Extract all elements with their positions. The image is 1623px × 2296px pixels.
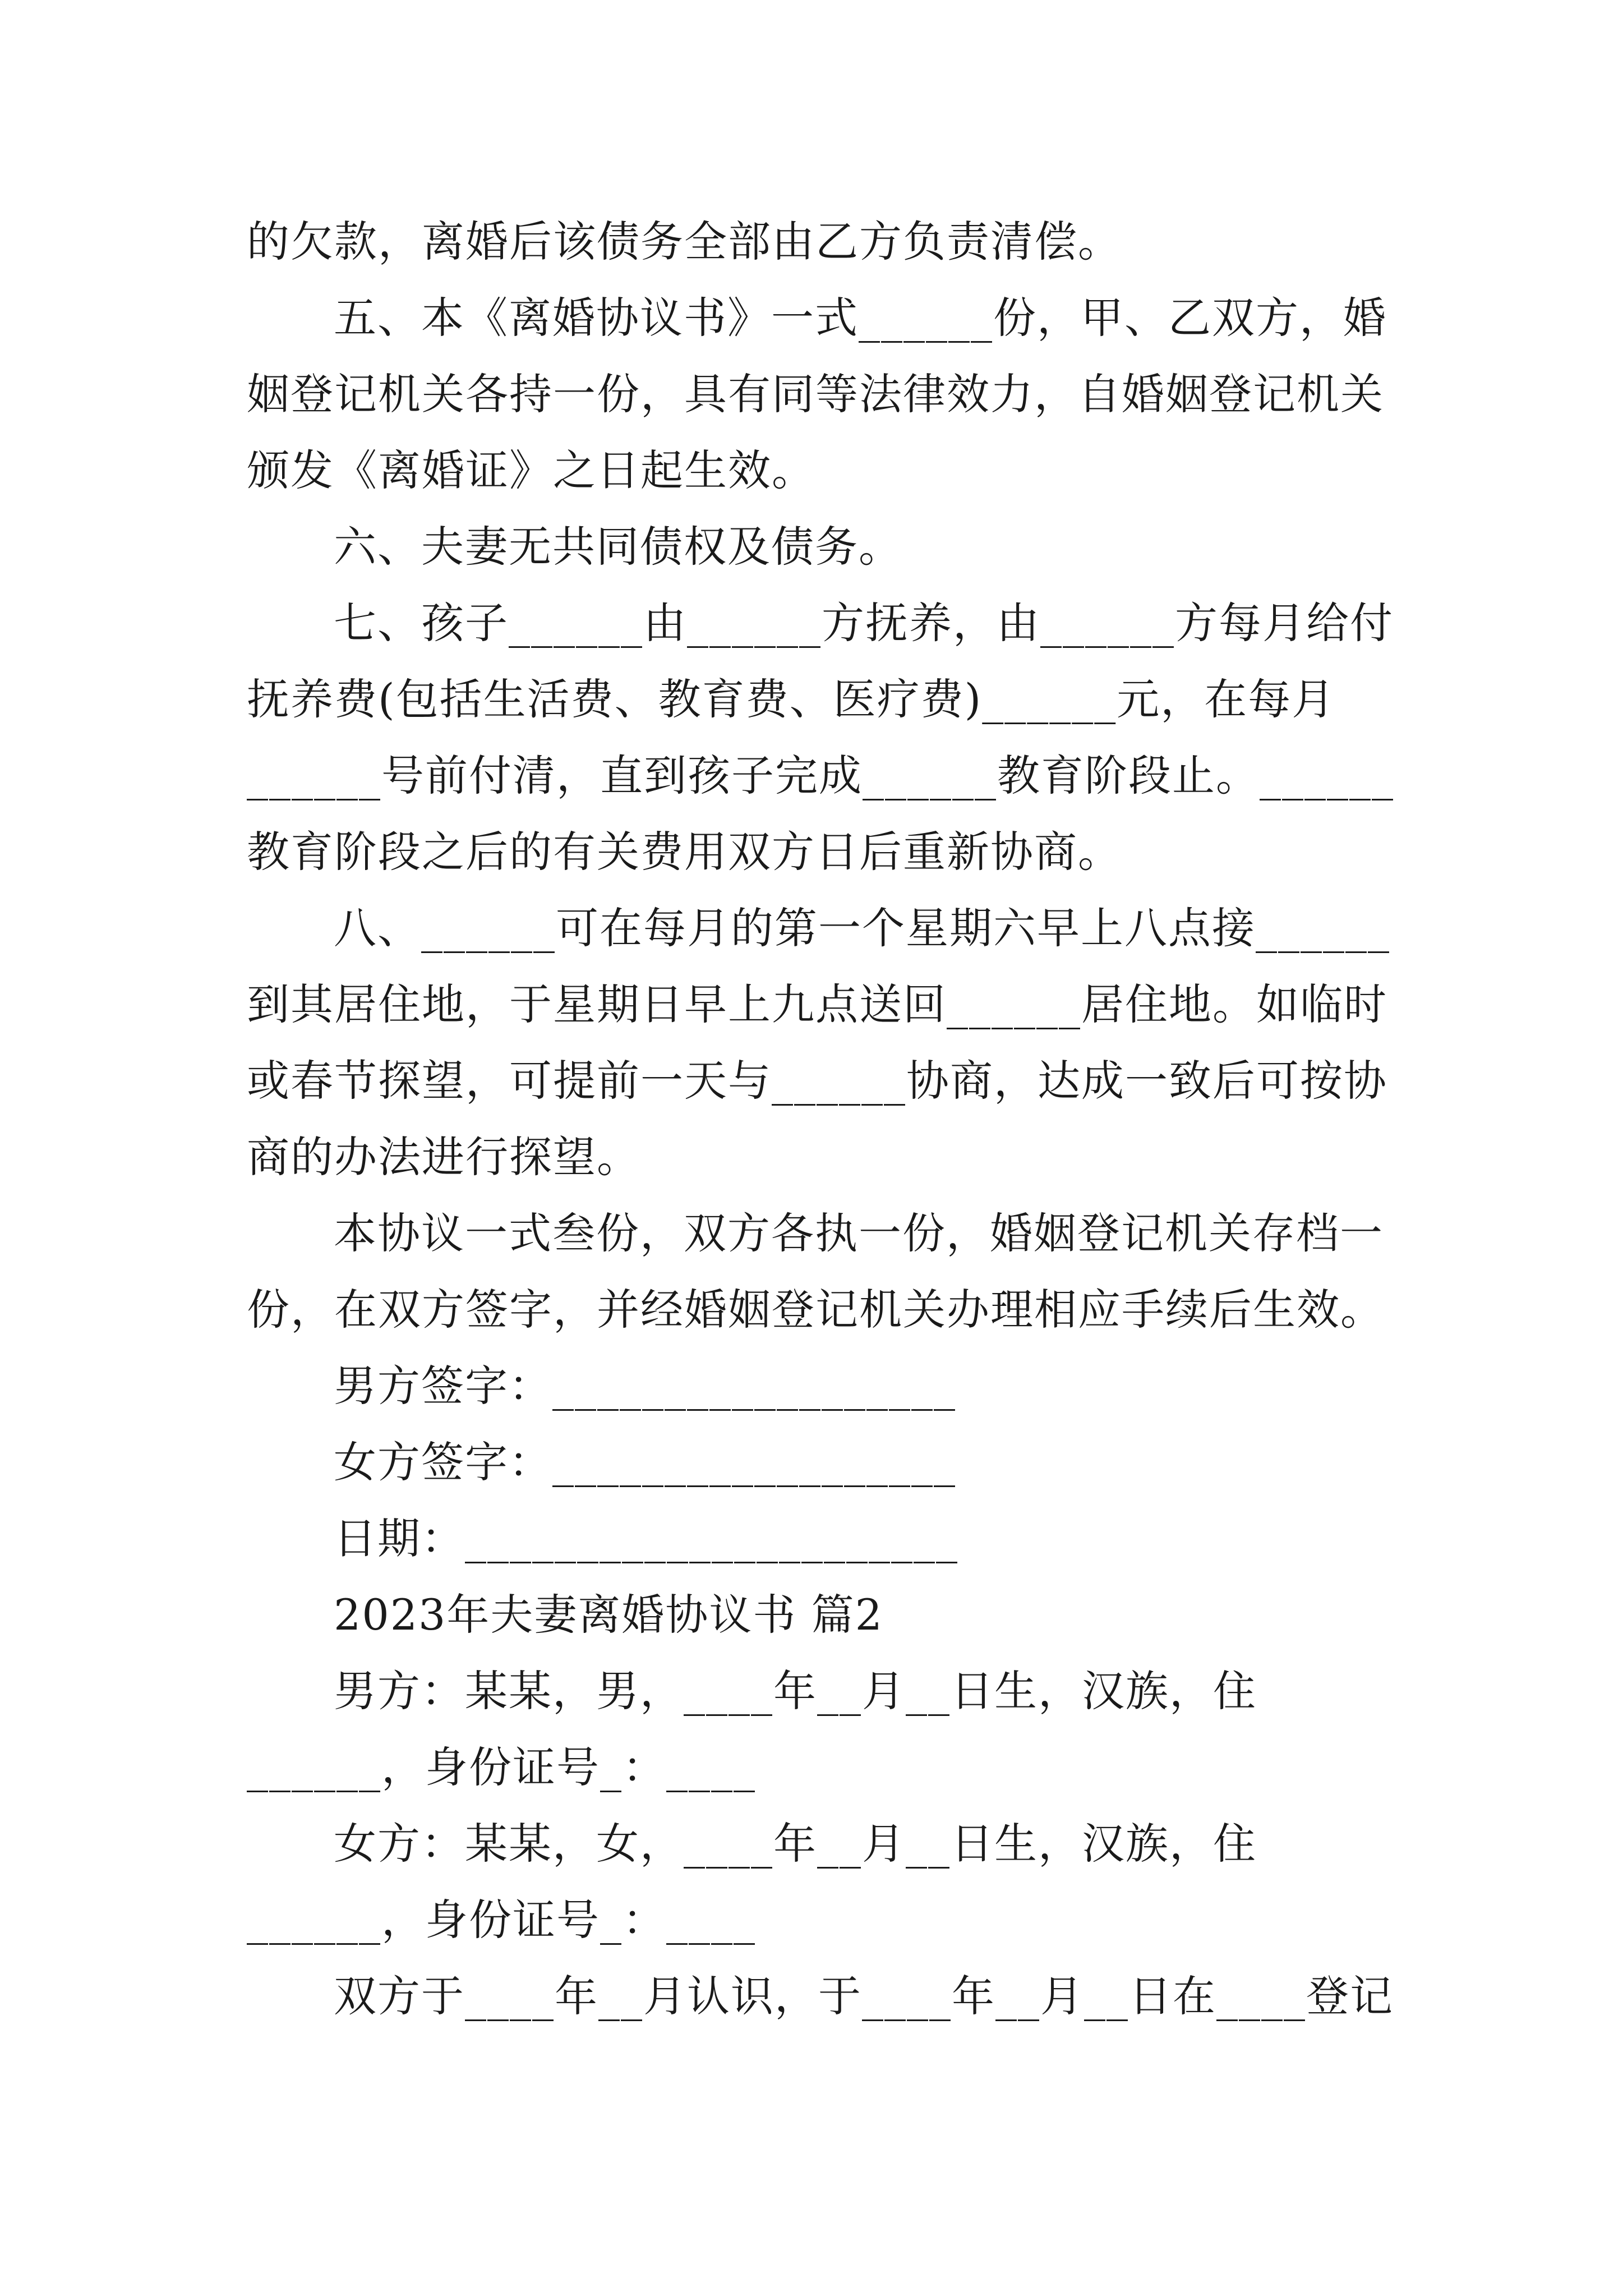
text-line: ______，身份证号_：____ bbox=[247, 1895, 756, 1945]
text-line: 份，在双方签字，并经婚姻登记机关办理相应手续后生效。 bbox=[247, 1285, 1384, 1335]
text-line: 五、本《离婚协议书》一式______份，甲、乙双方，婚 bbox=[334, 293, 1387, 343]
text-line: 双方于____年__月认识，于____年__月__日在____登记 bbox=[334, 1971, 1394, 2021]
text-line: 或春节探望，可提前一天与______协商，达成一致后可按协 bbox=[247, 1056, 1387, 1106]
text-line: 抚养费(包括生活费、教育费、医疗费)______元，在每月 bbox=[247, 674, 1336, 724]
date-line: 日期：______________________ bbox=[334, 1513, 958, 1563]
text-line: 商的办法进行探望。 bbox=[247, 1132, 640, 1182]
text-line: 到其居住地，于星期日早上九点送回______居住地。如临时 bbox=[247, 979, 1387, 1029]
text-line: 七、孩子______由______方抚养，由______方每月给付 bbox=[334, 598, 1394, 648]
text-line: ______，身份证号_：____ bbox=[247, 1742, 756, 1792]
section-heading: 2023年夫妻离婚协议书 篇2 bbox=[334, 1590, 883, 1640]
text-line: 八、______可在每月的第一个星期六早上八点接______ bbox=[334, 903, 1390, 953]
text-line: 本协议一式叁份，双方各执一份，婚姻登记机关存档一 bbox=[334, 1208, 1384, 1258]
signature-line-female: 女方签字：__________________ bbox=[334, 1437, 956, 1487]
text-line: ______号前付清，直到孩子完成______教育阶段止。______ bbox=[247, 751, 1394, 800]
signature-line-male: 男方签字：__________________ bbox=[334, 1361, 956, 1411]
text-line: 教育阶段之后的有关费用双方日后重新协商。 bbox=[247, 827, 1122, 877]
text-line: 姻登记机关各持一份，具有同等法律效力，自婚姻登记机关 bbox=[247, 369, 1384, 419]
text-line: 女方：某某，女，____年__月__日生，汉族，住 bbox=[334, 1819, 1257, 1869]
text-line: 六、夫妻无共同债权及债务。 bbox=[334, 522, 902, 572]
text-line: 颁发《离婚证》之日起生效。 bbox=[247, 445, 815, 495]
text-line: 的欠款，离婚后该债务全部由乙方负责清偿。 bbox=[247, 217, 1122, 266]
text-line: 男方：某某，男，____年__月__日生，汉族，住 bbox=[334, 1666, 1257, 1716]
